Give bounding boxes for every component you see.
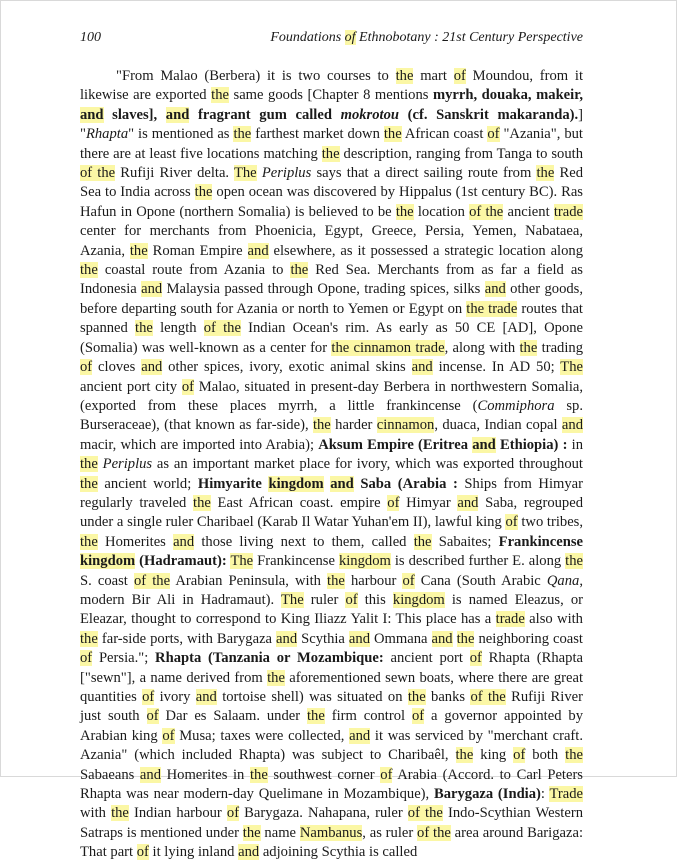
text-run: Arabian Peninsula, with bbox=[170, 572, 328, 589]
text-run bbox=[453, 631, 457, 647]
text-run: center for merchants from Phoenicia, Egypt, Greece, Persia, Yemen, Nabataea, Azania, bbox=[80, 223, 583, 259]
text-run: harder bbox=[330, 417, 377, 434]
highlighted-word: the bbox=[383, 126, 402, 143]
highlighted-word: of the bbox=[133, 572, 171, 589]
text-run: ancient port city bbox=[80, 378, 182, 395]
highlighted-word: the bbox=[519, 339, 538, 356]
text-run: with bbox=[80, 805, 112, 822]
page-number: 100 bbox=[80, 30, 101, 45]
highlighted-word: kingdom bbox=[338, 553, 391, 570]
highlighted-word: of bbox=[181, 378, 194, 395]
highlighted-word: the bbox=[306, 708, 325, 725]
text-run: harbour bbox=[344, 572, 403, 589]
text-run: , duaca, Indian copal bbox=[434, 417, 562, 434]
highlighted-word: of bbox=[505, 514, 518, 531]
text-run: says that a direct sailing route from bbox=[311, 165, 537, 182]
highlighted-word: the bbox=[407, 689, 426, 705]
italic-term: Qana bbox=[546, 572, 580, 589]
text-run: Red Sea to India across bbox=[80, 165, 583, 201]
text-run: Rufiji River delta. bbox=[115, 165, 234, 182]
text-run: macir, which are imported into Arabia); bbox=[80, 436, 319, 453]
highlighted-word: and bbox=[276, 630, 298, 647]
text-run: Ships from Himyar regularly traveled bbox=[80, 475, 583, 511]
text-run: ruler bbox=[303, 591, 346, 608]
italic-term: Periplus bbox=[102, 456, 153, 473]
highlighted-word: kingdom bbox=[268, 475, 324, 492]
highlighted-word: and bbox=[411, 359, 433, 376]
text-run: Sabaites; bbox=[431, 533, 499, 550]
text-run: other spices, ivory, exotic animal skins bbox=[162, 359, 412, 376]
text-run: Roman Empire bbox=[147, 242, 248, 259]
highlighted-word: trade bbox=[553, 203, 583, 220]
highlighted-word: the bbox=[80, 456, 98, 473]
text-run: Malao, situated in present-day Berbera in northwestern Somalia, (exported from these places myrrh, a little frankincense ( bbox=[80, 378, 583, 414]
text-run: Musa; taxes were collected, bbox=[174, 727, 350, 744]
highlighted-word: of bbox=[146, 708, 159, 725]
highlighted-word: of the bbox=[469, 203, 504, 220]
highlighted-word: Trade bbox=[549, 786, 583, 803]
text-run: ancient bbox=[503, 203, 554, 220]
highlighted-word: of bbox=[453, 68, 466, 84]
text-run: far-side ports, with Barygaza bbox=[97, 630, 277, 647]
text-run: ] " bbox=[80, 106, 583, 143]
bold-term: myrrh, douaka, makeir, bbox=[432, 87, 584, 104]
bold-term: Barygaza (India) bbox=[433, 786, 541, 803]
text-run: sp. Burseraceae), (that known as far-side), bbox=[80, 397, 583, 434]
text-run: Indian harbour bbox=[128, 805, 227, 822]
highlighted-word: of bbox=[136, 844, 149, 861]
text-run: Dar es Salaam. under bbox=[158, 708, 307, 725]
highlighted-word: and bbox=[484, 281, 506, 298]
highlighted-word: the bbox=[395, 203, 414, 220]
highlighted-word: the bbox=[194, 184, 213, 201]
bold-term bbox=[341, 107, 399, 123]
text-run: it lying inland bbox=[148, 844, 239, 861]
text-run: ancient port bbox=[383, 650, 470, 667]
text-run: it was serviced by "merchant craft. Azania" (which included Rhapta) was subject to Charibaêl, bbox=[80, 727, 583, 764]
text-run: S. coast bbox=[80, 572, 134, 589]
text-run: , as ruler bbox=[362, 824, 418, 841]
text-run: Arabia (Accord. to Carl Peters Rhapta was near modern-day Quelimane in Mozambique), bbox=[80, 766, 583, 803]
highlighted-word: of bbox=[387, 494, 400, 511]
highlighted-word: and bbox=[348, 630, 370, 647]
highlighted-word: the bbox=[80, 630, 98, 647]
text-run: Cana (South Arabic bbox=[414, 572, 547, 589]
highlighted-word: and bbox=[561, 417, 583, 434]
highlighted-word: of the bbox=[80, 165, 116, 182]
text-run: Indian Ocean's rim. As early as 50 CE [AD], Opone (Somalia) was well-known as a center for bbox=[80, 320, 583, 356]
text-run: "Azania", but there are at least five locations matching bbox=[80, 126, 583, 162]
text-run: Homerites in bbox=[161, 766, 250, 783]
highlighted-word: and bbox=[238, 844, 260, 861]
bold-term: (Hadramaut): bbox=[135, 553, 227, 570]
highlighted-word: of bbox=[345, 591, 358, 608]
highlighted-word: of bbox=[469, 650, 482, 667]
highlighted-word: and bbox=[141, 281, 163, 298]
italic-term: Periplus bbox=[261, 165, 312, 182]
text-run: banks bbox=[425, 689, 471, 705]
text-run: "From Malao (Berbera) it is two courses to bbox=[116, 68, 396, 84]
page-title bbox=[270, 30, 583, 46]
italic-term: Rhapta bbox=[85, 126, 129, 143]
text-run: neighboring coast bbox=[474, 630, 583, 647]
highlighted-word: the bbox=[233, 126, 252, 143]
text-run: in bbox=[567, 436, 584, 453]
highlighted-word: the bbox=[312, 417, 331, 434]
text-run: area around Barigaza: That part bbox=[80, 824, 583, 861]
highlighted-word: the bbox=[111, 805, 129, 822]
highlighted-word: the trade bbox=[466, 300, 518, 317]
text-run: those living next to them, called bbox=[194, 533, 414, 550]
highlighted-word: and bbox=[195, 689, 217, 705]
text-run: Homerites bbox=[97, 533, 174, 550]
highlighted-word: the bbox=[327, 572, 345, 589]
text-run: Saba, regrouped under a single ruler Charibael (Karab Il Watar Yuhan'em II), lawful king bbox=[80, 494, 584, 531]
highlighted-word: and bbox=[141, 359, 163, 376]
highlighted-word: the bbox=[80, 475, 98, 492]
highlighted-word: the bbox=[321, 145, 340, 162]
highlighted-word: the bbox=[565, 553, 584, 570]
text-run: adjoining Scythia is called bbox=[259, 844, 418, 861]
text-run: Himyar bbox=[399, 494, 458, 511]
text-run: this bbox=[357, 591, 393, 608]
text-run: Rufiji River just south bbox=[80, 689, 583, 725]
bold-term: fragrant gum called bbox=[189, 106, 341, 123]
text-run: cloves bbox=[92, 359, 142, 376]
text-run: is described further E. along bbox=[390, 553, 566, 570]
text-run: Malaysia passed through Opone, trading spices, silks bbox=[162, 281, 485, 298]
highlighted-word: of bbox=[142, 689, 155, 705]
body-paragraph bbox=[80, 67, 583, 863]
highlighted-word: the bbox=[395, 68, 414, 84]
text-run: description, ranging from Tanga to south bbox=[339, 145, 583, 162]
text-run: as an important market place for ivory, which was exported throughout bbox=[152, 456, 583, 473]
text-run: mart bbox=[413, 68, 454, 84]
highlighted-word: the cinnamon trade bbox=[331, 339, 445, 356]
text-run: Barygaza. Nahapana, ruler bbox=[239, 805, 408, 822]
text-run: two tribes, bbox=[517, 514, 584, 531]
highlighted-word: the bbox=[211, 87, 229, 104]
text-run: Moundou, from it likewise are exported bbox=[80, 68, 583, 104]
highlighted-word: of bbox=[513, 747, 526, 764]
highlighted-word: the bbox=[536, 165, 555, 182]
highlighted-word: and bbox=[173, 533, 195, 550]
page-header bbox=[80, 30, 583, 46]
highlighted-word: the bbox=[413, 533, 432, 550]
text-run: firm control bbox=[324, 708, 412, 725]
text-run: incense. In AD 50; bbox=[432, 359, 561, 376]
highlighted-word: kingdom bbox=[392, 591, 445, 608]
highlighted-word: the bbox=[80, 533, 98, 550]
highlighted-word: The bbox=[233, 165, 257, 182]
italic-term: Commiphora bbox=[477, 397, 555, 414]
text-run: Persia."; bbox=[92, 650, 156, 667]
highlighted-word: the bbox=[80, 262, 98, 279]
highlighted-word: of bbox=[411, 708, 425, 725]
highlighted-word: and bbox=[80, 106, 104, 123]
text-run: Ommana bbox=[370, 630, 432, 647]
highlighted-word: the bbox=[565, 747, 584, 764]
highlighted-word: of the bbox=[470, 689, 506, 705]
text-run: Frankincense bbox=[253, 553, 339, 570]
bold-term: slaves], bbox=[103, 106, 166, 123]
highlighted-word: and bbox=[431, 630, 453, 647]
highlighted-word: the bbox=[242, 824, 261, 841]
highlighted-word: The bbox=[280, 591, 304, 608]
highlighted-word: The bbox=[560, 359, 583, 376]
text-run: ancient world; bbox=[97, 475, 198, 492]
text-run: a governor appointed by Arabian king bbox=[80, 708, 583, 744]
text-run: , modern Bir Ali in Hadramaut). bbox=[80, 572, 583, 608]
text-run: routes that spanned bbox=[80, 300, 583, 337]
highlighted-word: The bbox=[230, 553, 254, 570]
text-run: open ocean was discovered by Hippalus (1st century BC). Ras Hafun in Opone (northern Somalia) is believed to be bbox=[80, 184, 583, 220]
text-run: : bbox=[540, 786, 550, 803]
text-run: length bbox=[152, 320, 204, 337]
text-run: ivory bbox=[154, 689, 196, 705]
text-run: also with bbox=[524, 611, 583, 628]
highlighted-word: and bbox=[457, 494, 479, 511]
text-run: East African coast. empire bbox=[210, 494, 388, 511]
highlighted-word: the bbox=[290, 262, 309, 279]
highlighted-word: trade bbox=[495, 611, 525, 628]
highlighted-word: of bbox=[80, 650, 93, 667]
highlighted-word: of bbox=[80, 359, 93, 376]
text-run: Red Sea. Merchants from as far a field as Indonesia bbox=[80, 262, 583, 298]
text-run: both bbox=[525, 747, 566, 764]
highlighted-word: cinnamon bbox=[376, 417, 435, 434]
highlighted-word: the bbox=[456, 630, 475, 647]
text-run: king bbox=[473, 747, 514, 764]
bold-italic-term: mokrotou bbox=[340, 106, 399, 123]
text-run: Rhapta (Rhapta ["sewn"], a name derived from bbox=[80, 650, 583, 686]
highlighted-word: kingdom bbox=[80, 553, 136, 570]
highlighted-word: of bbox=[487, 126, 500, 143]
text-run: other goods, before departing south for Azania or north to Yemen or Egypt on bbox=[80, 281, 583, 317]
text-run: " is mentioned as bbox=[128, 126, 234, 143]
bold-term: Ethiopia) : bbox=[495, 436, 568, 453]
highlighted-word: of bbox=[226, 805, 240, 822]
highlighted-word: of the bbox=[203, 320, 241, 337]
text-run: tortoise shell) was situated on bbox=[216, 689, 408, 705]
text-run: , along with bbox=[444, 339, 520, 356]
highlighted-word: and bbox=[349, 727, 371, 744]
highlighted-word: the bbox=[193, 494, 211, 511]
text-run: name bbox=[260, 824, 300, 841]
highlighted-word: and bbox=[165, 106, 190, 123]
highlighted-word: of the bbox=[407, 805, 443, 822]
highlighted-word: and bbox=[139, 766, 161, 783]
text-run: elsewhere, as it possessed a strategic location along bbox=[268, 242, 583, 259]
highlighted-word: the bbox=[129, 242, 148, 259]
bold-term: Himyarite bbox=[197, 475, 269, 492]
highlighted-word: and bbox=[247, 242, 269, 259]
text-run: Sabaeans bbox=[80, 766, 140, 783]
title-text: Ethnobotany : 21st Century Perspective bbox=[355, 30, 583, 45]
highlighted-word: Nambanus bbox=[299, 824, 363, 841]
highlighted-word: of bbox=[402, 572, 415, 589]
text-run: farthest market down bbox=[251, 126, 384, 143]
highlighted-word: the bbox=[249, 766, 268, 783]
text-run: coastal route from Azania to bbox=[97, 262, 291, 279]
highlighted-word: and bbox=[472, 436, 496, 453]
text-run: trading bbox=[537, 339, 583, 356]
bold-term: Saba (Arabia : bbox=[353, 475, 458, 492]
highlighted-word: of bbox=[344, 30, 356, 45]
highlighted-word: the bbox=[135, 320, 153, 337]
text-run: is named Eleazus, or Eleazar, thought to correspond to King Iliazz Yalit I: This place has a bbox=[80, 591, 583, 628]
text-run: location bbox=[413, 203, 470, 220]
text-run: African coast bbox=[401, 126, 488, 143]
highlighted-word: and bbox=[330, 475, 354, 492]
text-run: Indo-Scythian Western Satraps is mentioned under bbox=[80, 805, 583, 841]
highlighted-word: of bbox=[380, 766, 393, 783]
text-run: aforementioned sewn boats, where there are great quantities bbox=[80, 669, 583, 705]
bold-term: Aksum Empire (Eritrea bbox=[318, 436, 473, 453]
highlighted-word: of bbox=[162, 727, 175, 744]
highlighted-word: the bbox=[455, 747, 474, 764]
bold-term: (cf. Sanskrit makaranda). bbox=[398, 106, 579, 123]
text-run: Scythia bbox=[297, 630, 349, 647]
text-run: same goods [Chapter 8 mentions bbox=[228, 87, 433, 104]
highlighted-word: the bbox=[267, 669, 285, 686]
title-text: Foundations bbox=[270, 30, 345, 45]
bold-term: Rhapta (Tanzania or Mozambique: bbox=[155, 650, 384, 667]
highlighted-word: of the bbox=[417, 824, 451, 841]
bold-term: Frankincense bbox=[498, 533, 583, 550]
text-run: southwest corner bbox=[267, 766, 381, 783]
